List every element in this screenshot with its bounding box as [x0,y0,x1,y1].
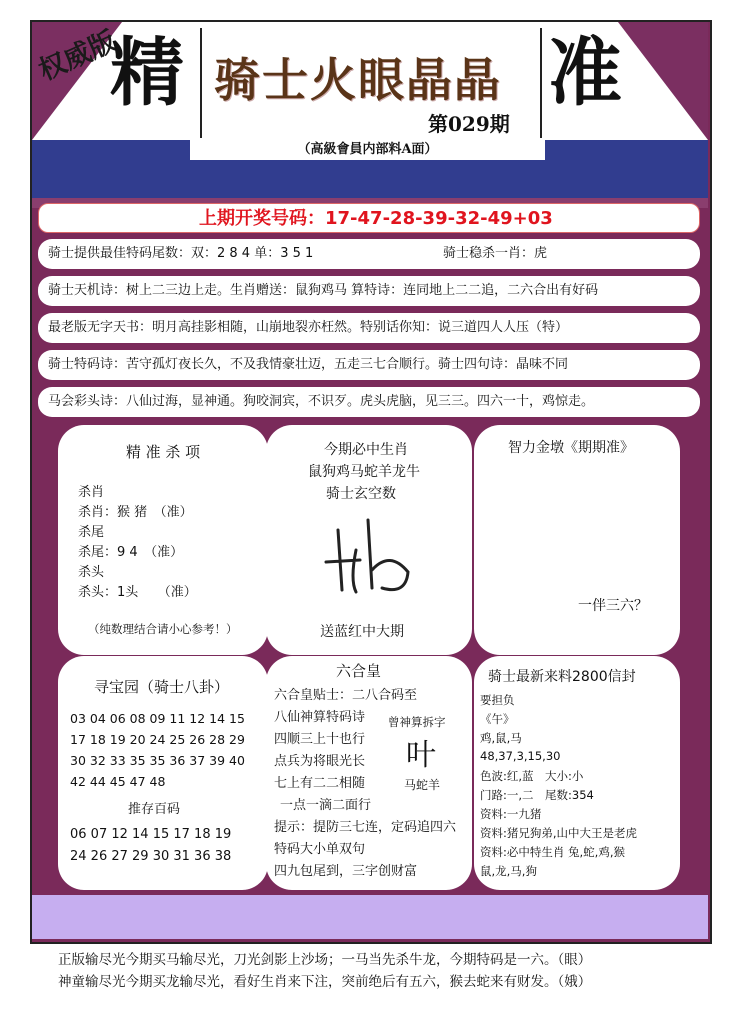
kill-note: （纯数理结合请小心参考！） [88,622,238,636]
zodiac-line2: 鼠狗鸡马蛇羊龙牛 [308,464,420,480]
latest-line: 鼠,龙,马,狗 [480,864,537,878]
info-row-text: 骑士提供最佳特码尾数：双：2 8 4 单：3 5 1 [48,246,314,261]
latest-line: 资料:猪兄狗弟,山中大王是老虎 [480,826,638,840]
liuhe-line: 四九包尾到，三字创财富 [274,864,418,879]
latest-line: 资料:必中特生肖 兔,蛇,鸡,猴 [480,845,625,859]
info-row [38,276,700,306]
latest-line: 鸡,鼠,马 [480,731,522,745]
treasure-row: 30 32 33 35 35 36 37 39 40 [70,753,245,768]
treasure-panel [58,656,268,890]
kill-panel [58,425,268,655]
info-row [38,350,700,380]
kill-line: 杀尾：9 4 （准） [78,545,184,560]
info-row-text: 骑士天机诗：树上二三边上走。生肖赠送：鼠狗鸡马 算特诗：连同地上二二追，二六合出有好码 [48,283,599,298]
info-row [38,239,700,269]
info-row-text: 骑士特码诗：苦守孤灯夜长久，不及我情豪壮迈，五走三七合顺行。骑士四句诗：晶味不同 [48,357,569,372]
last-draw-label: 上期开奖号码： [199,208,325,229]
kill-line: 杀尾 [78,525,105,540]
liuhe-line: 六合皇贴士：二八合码至 [274,688,418,703]
latest-line: 48,37,3,15,30 [480,749,561,763]
treasure-row: 42 44 45 47 48 [70,774,166,789]
footer-line2: 神童输尽光今期买龙输尽光，看好生肖来下注，突前绝后有五六，猴去蛇来有财发。（娥） [58,974,592,990]
issue-number: 第029期 [428,112,510,136]
wisdom-title: 智力金墩《期期准》 [508,440,634,456]
treasure-row: 17 18 19 20 24 25 26 28 29 [70,732,245,747]
latest-line: 门路:一,二 尾数:354 [480,788,594,802]
last-draw-row [38,203,700,233]
info-row-text: 马会彩头诗：八仙过海，显神通。狗咬洞宾，不识歹。虎头虎脑，见三三。四六一十，鸡惊走。 [48,394,595,409]
liuhe-panel [266,656,472,890]
info-row [38,387,700,417]
liuhe-title: 六合皇 [336,662,382,680]
kill-panel-title: 精 准 杀 项 [125,443,201,461]
latest-line: 色波:红,蓝 大小:小 [480,769,584,783]
wisdom-panel [474,425,680,655]
kill-line: 杀肖 [78,485,105,500]
info-row-text: 最老版无字天书：明月高挂影相随，山崩地裂亦枉然。特别话你知：说三道四人人压（特） [48,320,569,335]
split-char: 叶 [406,738,436,773]
page-title: 骑士火眼晶晶 [214,53,502,107]
last-draw-numbers: 17-47-28-39-32-49+03 [325,208,553,229]
footer-band [32,895,708,939]
liuhe-line: 点兵为将眼光长 [274,754,366,769]
liuhe-line: 一点一滴二面行 [280,798,372,813]
latest-line: 资料:一九猪 [480,807,542,821]
kill-line: 杀头 [78,565,105,580]
kill-line: 杀头：1头 （准） [78,585,197,600]
latest-title: 骑士最新来料2800信封 [488,669,636,685]
stamp-label: 权威版 [34,25,122,87]
zodiac-line3: 骑士玄空数 [326,486,396,502]
liuhe-line: 八仙神算特码诗 [274,710,366,725]
split-answer: 马蛇羊 [404,778,441,792]
treasure-mid-label: 推存百码 [128,802,181,817]
wisdom-bottom: 一伴三六？ [578,598,648,614]
zodiac-bottom: 送蓝红中大期 [320,624,404,640]
liuhe-line: 四顺三上十也行 [274,732,366,747]
info-row-right: 骑士稳杀一肖：虎 [443,246,548,261]
liuhe-line: 提示：提防三七连，定码追四六 [274,820,457,835]
zodiac-line1: 今期必中生肖 [324,442,408,458]
treasure-row: 03 04 06 08 09 11 12 14 15 [70,711,245,726]
latest-panel [474,656,680,890]
treasure-title: 寻宝园（骑士八卦） [94,678,230,696]
latest-line: 要担负 [480,693,515,707]
split-label: 曾神算拆字 [388,715,446,729]
right-char: 准 [548,30,622,116]
footer-line1: 正版输尽光今期买马输尽光，刀光剑影上沙场；一马当先杀牛龙，今期特码是一六。（眼） [58,952,592,968]
left-char: 精 [110,30,184,116]
subtitle: （高級會員内部料A面） [190,140,545,160]
latest-line: 《午》 [480,712,515,726]
info-row [38,313,700,343]
divider-right [540,28,542,138]
treasure-row: 06 07 12 14 15 17 18 19 [70,827,232,842]
header-right-triangle [618,22,708,140]
treasure-row: 24 26 27 29 30 31 36 38 [70,849,232,864]
liuhe-line: 七上有二二相随 [274,776,366,791]
liuhe-line: 特码大小单双句 [274,842,366,857]
divider-left [200,28,202,138]
handwritten-number [320,510,420,600]
kill-line: 杀肖：猴 猪 （准） [78,505,193,520]
